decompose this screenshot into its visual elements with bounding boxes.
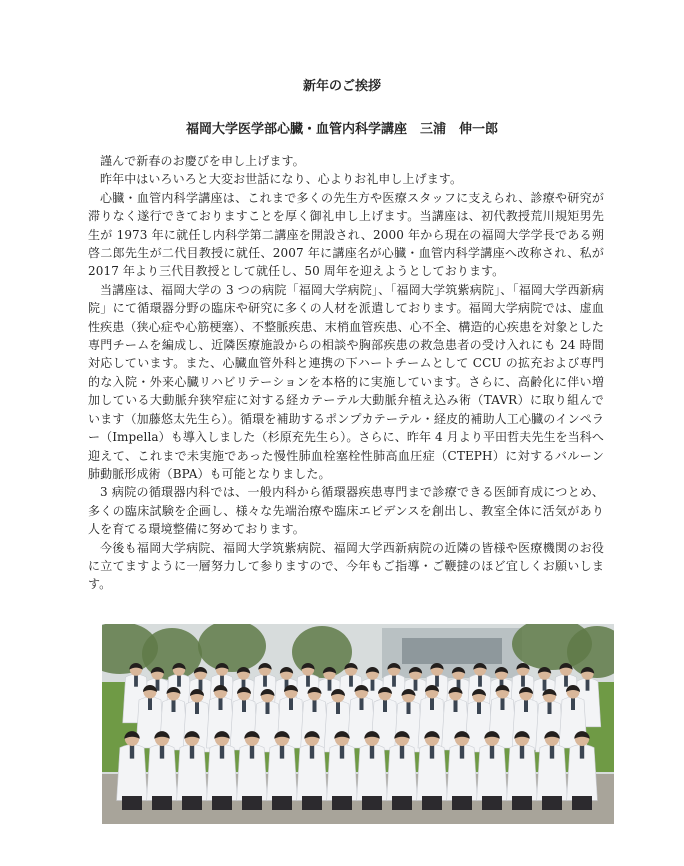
- photo-tie: [460, 745, 464, 758]
- photo-tie: [400, 745, 404, 758]
- photo-trousers: [212, 796, 232, 810]
- photo-tie: [371, 679, 375, 690]
- paragraph-greeting: 謹んで新春のお慶びを申し上げます。: [100, 154, 305, 168]
- photo-tie: [340, 745, 344, 758]
- paragraph-education: 3 病院の循環器内科では、一般内科から循環器疾患専門まで診療できる医師育成につとめ、多くの臨床試験を企画し、様々な先端治療や臨床エビデンスを創出し、教室全体に活気があり人を育てる環境整備に努めております。: [88, 485, 604, 537]
- photo-trousers: [152, 796, 172, 810]
- photo-trousers: [482, 796, 502, 810]
- photo-tie: [242, 700, 246, 712]
- photo-tie: [520, 745, 524, 758]
- photo-tie: [430, 745, 434, 758]
- photo-tie: [130, 745, 134, 758]
- page-title: 新年のご挨拶: [302, 79, 381, 94]
- photo-tie: [521, 675, 525, 686]
- photo-tie: [328, 679, 332, 690]
- photo-tie: [548, 702, 552, 714]
- photo-trousers: [572, 796, 592, 810]
- photo-tie: [550, 745, 554, 758]
- photo-trousers: [302, 796, 322, 810]
- photo-tie: [370, 745, 374, 758]
- photo-tie: [263, 675, 267, 686]
- photo-tie: [336, 702, 340, 714]
- photo-tie: [571, 698, 575, 710]
- paragraph-hospitals: 当講座は、福岡大学の 3 つの病院「福岡大学病院」、「福岡大学筑紫病院」、「福岡大学西新病院」にて循環器分野の臨床や研究に多くの人材を派遣しております。福岡大学病院では、虚血性疾患（狭心症や心筋梗塞）、不整脈疾患、末梢血管疾患、心不全、構造的心疾患を対象とした専門チームを編成し、近隣医療施設からの相談や胸部疾患の救急患者の受け入れにも 24 時間対応しています。また、心臓血管外科と連携の下ハートチームとして CCU の拡充および専門的な入院・外来心臓リハビリテーションを本格的に実施しています。さらに、高齢化に伴い増加している大動脈弁狭窄症に対する経カテーテル大動脈弁植え込み術（TAVR）に取り組んでいます（加藤悠太先生ら）。循環を補助するポンプカテーテル・経皮的補助人工心臓のインペラー（Impella）も導入しました（杉原充先生ら）。さらに、昨年 4 月より平田哲夫先生を当科へ迎えて、これまで未実施であった慢性肺血栓塞栓性肺高血圧症（CTEPH）に対するバルーン肺動脈形成術（BPA）も可能となりました。: [88, 282, 604, 481]
- photo-tie: [220, 675, 224, 686]
- photo-trousers: [392, 796, 412, 810]
- photo-tie: [383, 700, 387, 712]
- photo-tie: [454, 700, 458, 712]
- photo-tie: [414, 679, 418, 690]
- photo-tree: [292, 626, 352, 678]
- photo-tie: [266, 702, 270, 714]
- photo-tie: [160, 745, 164, 758]
- photo-trousers: [362, 796, 382, 810]
- photo-tie: [392, 675, 396, 686]
- photo-tie: [490, 745, 494, 758]
- photo-tie: [172, 700, 176, 712]
- photo-tie: [199, 679, 203, 690]
- photo-tie: [280, 745, 284, 758]
- photo-tie: [360, 698, 364, 710]
- photo-trousers: [182, 796, 202, 810]
- photo-trousers: [122, 796, 142, 810]
- photo-tie: [478, 675, 482, 686]
- photo-tie: [195, 702, 199, 714]
- photo-trousers: [512, 796, 532, 810]
- photo-tie: [310, 745, 314, 758]
- photo-building-windows: [402, 638, 502, 664]
- photo-tie: [289, 698, 293, 710]
- group-photo: [102, 624, 614, 824]
- photo-trousers: [542, 796, 562, 810]
- paragraph-closing: 今後も福岡大学病院、福岡大学筑紫病院、福岡大学西新病院の近隣の皆様や医療機関のお役に立てますように一層努力して参りますので、今年もご指導・ご鞭撻のほど宜しくお願いします。: [88, 540, 604, 592]
- photo-tie: [148, 698, 152, 710]
- photo-tie: [134, 675, 138, 686]
- photo-tie: [220, 745, 224, 758]
- photo-trousers: [242, 796, 262, 810]
- photo-tie: [306, 675, 310, 686]
- photo-tie: [580, 745, 584, 758]
- photo-trousers: [422, 796, 442, 810]
- photo-tie: [219, 698, 223, 710]
- photo-tie: [190, 745, 194, 758]
- group-photo-image: [102, 624, 614, 824]
- photo-tie: [501, 698, 505, 710]
- photo-tie: [349, 675, 353, 686]
- photo-tie: [477, 702, 481, 714]
- author-line: 福岡大学医学部心臓・血管内科学講座 三浦 伸一郎: [185, 122, 498, 137]
- photo-tie: [313, 700, 317, 712]
- photo-trousers: [452, 796, 472, 810]
- photo-tie: [177, 675, 181, 686]
- photo-tie: [250, 745, 254, 758]
- letter-body: [88, 152, 604, 594]
- photo-tie: [586, 679, 590, 690]
- photo-tie: [543, 679, 547, 690]
- paragraph-history: 心臓・血管内科学講座は、これまで多くの先生方や医療スタッフに支えられ、診療や研究が滞りなく遂行できておりますことを厚く御礼申し上げます。当講座は、初代教授荒川規矩男先生が 1973 年に就任し内科学第二講座を開設され、2000 年から現在の福岡大学学長である朔啓二郎先生が二代目教授に就任、2007 年に講座名が心臓・血管内科学講座へ改称され、私が 2017 年より三代目教授として就任し、50 周年を迎えようとしております。: [88, 190, 604, 279]
- photo-tie: [430, 698, 434, 710]
- paragraph-thanks: 昨年中はいろいろと大変お世話になり、心よりお礼申し上げます。: [100, 172, 463, 187]
- photo-trousers: [272, 796, 292, 810]
- photo-trousers: [332, 796, 352, 810]
- photo-tie: [564, 675, 568, 686]
- photo-tie: [407, 702, 411, 714]
- photo-tie: [524, 700, 528, 712]
- photo-tie: [435, 675, 439, 686]
